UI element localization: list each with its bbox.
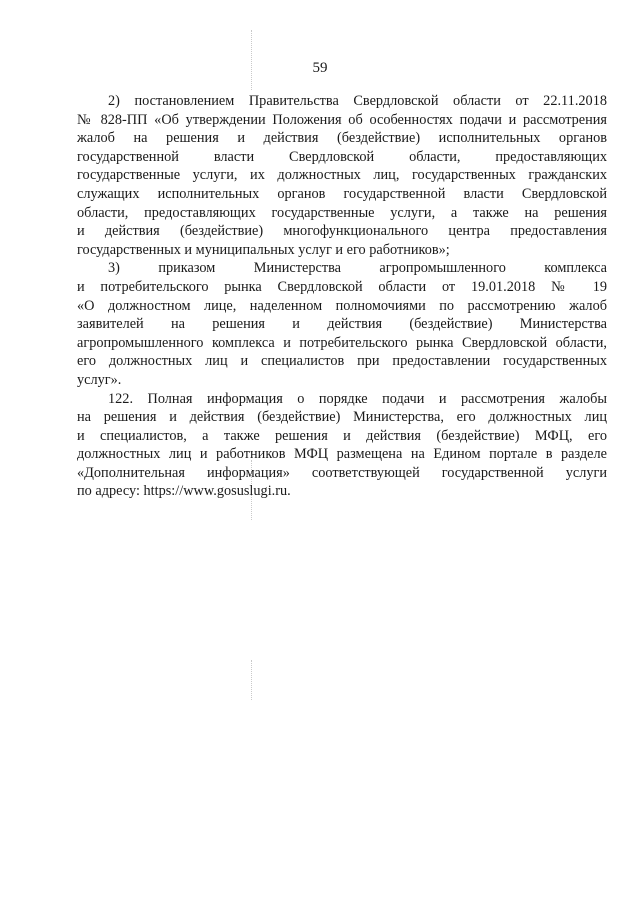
text-line: на решения и действия (бездействие) Министерства, его должностных лиц (77, 409, 607, 426)
text-line: «Дополнительная информация» соответствующей государственной услуги (77, 464, 607, 481)
page-number: 59 (312, 60, 328, 76)
text-line: жалоб на решения и действия (бездействие) исполнительных органов (77, 130, 607, 147)
text-line: области, предоставляющих государственные услуги, а также на решения (77, 204, 607, 221)
text-line: государственные услуги, их должностных лиц, государственных гражданских (77, 167, 607, 184)
text-line: 122. Полная информация о порядке подачи и рассмотрения жалобы (108, 390, 607, 407)
text-line: заявителей на решения и действия (бездействие) Министерства (77, 316, 607, 333)
text-line: 2) постановлением Правительства Свердловской области от 22.11.2018 (108, 93, 607, 109)
text-line: агропромышленного комплекса и потребительского рынка Свердловской области, (77, 334, 607, 351)
text-line: государственной власти Свердловской области, предоставляющих (77, 148, 607, 165)
text-line: государственных и муниципальных услуг и его работников»; (77, 241, 450, 258)
text-line: услуг». (77, 371, 122, 388)
text-line: служащих исполнительных органов государственной власти Свердловской (77, 185, 607, 202)
text-line: № 828-ПП «Об утверждении Положения об особенностях подачи и рассмотрения (77, 111, 607, 128)
fold-crease-mark (251, 660, 252, 700)
text-line: «О должностном лице, наделенном полномочиями по рассмотрению жалоб (77, 297, 607, 314)
text-line: и потребительского рынка Свердловской области от 19.01.2018 № 19 (77, 278, 607, 295)
text-line: и действия (бездействие) многофункционального центра предоставления (77, 223, 607, 240)
paragraph (77, 92, 607, 259)
paragraph (77, 390, 607, 502)
text-line: и специалистов, а также решения и действия (бездействие) МФЦ, его (77, 427, 607, 444)
paragraph (77, 259, 607, 389)
text-line: его должностных лиц и специалистов при предоставлении государственных (77, 353, 607, 370)
text-line: по адресу: https://www.gosuslugi.ru. (77, 483, 291, 500)
text-line: должностных лиц и работников МФЦ размещена на Едином портале в разделе (77, 446, 607, 463)
document-body (77, 92, 607, 501)
text-line: 3) приказом Министерства агропромышленного комплекса (108, 260, 607, 277)
